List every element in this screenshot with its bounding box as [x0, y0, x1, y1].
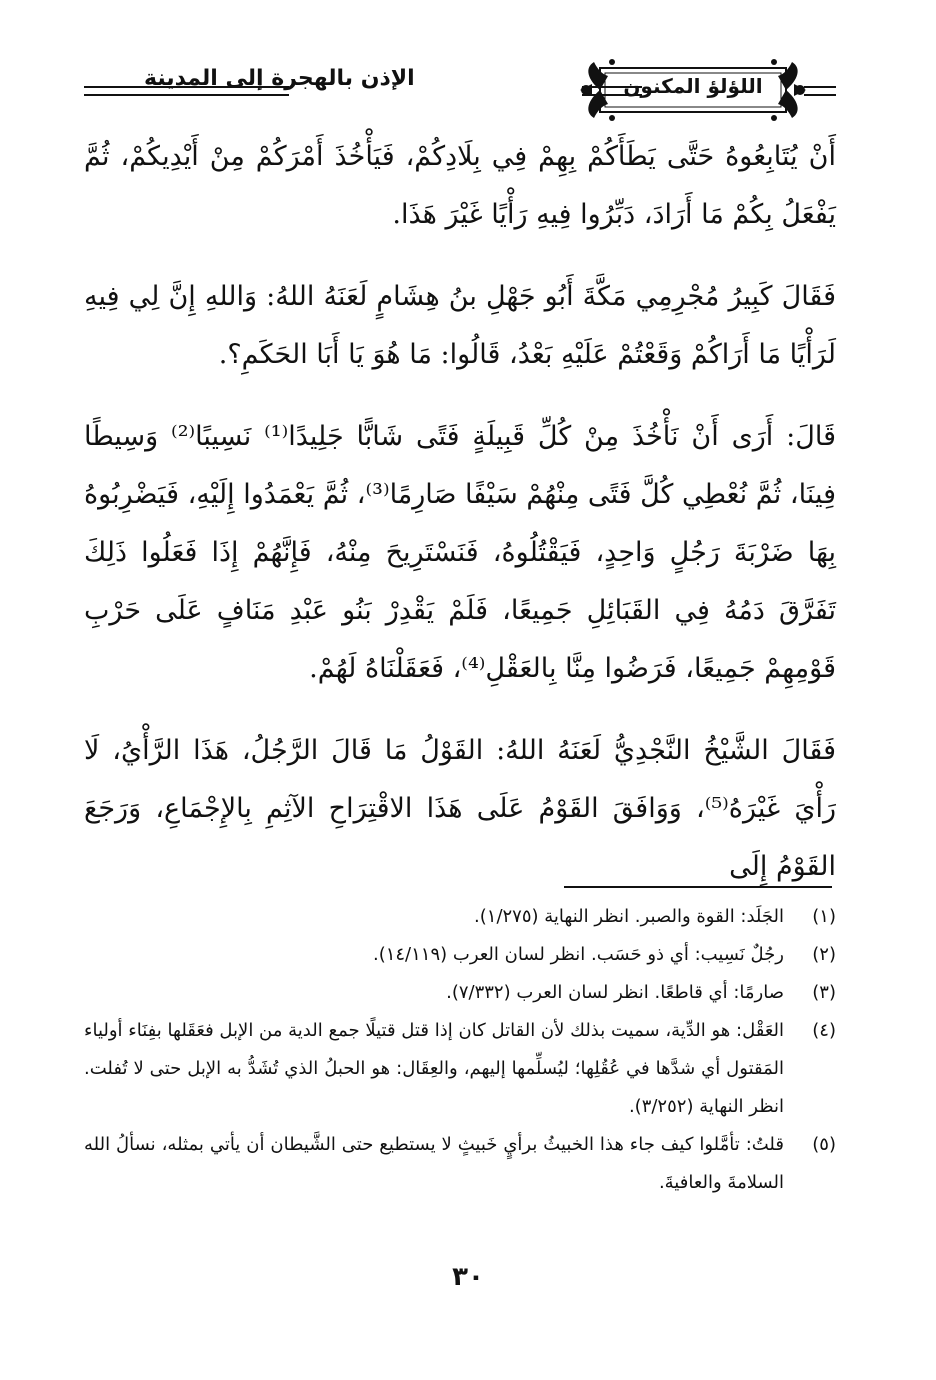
- footnote-item: [84, 936, 836, 974]
- footnote-item: [84, 898, 836, 936]
- footnote-number: (٣): [812, 982, 836, 1003]
- paragraph: قَالَ: أَرَى أَنْ نَأْخُذَ مِنْ كُلِّ قَبِيلَةٍ فَتًى شَابًّا جَلِيدًا⁽¹⁾ نَسِيبًا⁽²⁾ وَسِيطًا فِينَا، ثُمَّ نُعْطِي كُلَّ فَتًى مِنْهُمْ سَيْفًا صَارِمًا⁽³⁾، ثُمَّ يَعْمَدُوا إِلَيْهِ، فَيَضْرِبُوهُ بِهَا ضَرْبَةَ رَجُلٍ وَاحِدٍ، فَيَقْتُلُوهُ، فَنَسْتَرِيحَ مِنْهُ، فَإِنَّهُمْ إِذَا فَعَلُوا ذَلِكَ تَفَرَّقَ دَمُهُ فِي القَبَائِلِ جَمِيعًا، فَلَمْ يَقْدِرْ بَنُو عَبْدِ مَنَافٍ عَلَى حَرْبِ قَوْمِهِمْ جَمِيعًا، فَرَضُوا مِنَّا بِالعَقْلِ⁽⁴⁾، فَعَقَلْنَاهُ لَهُمْ.: [84, 421, 837, 684]
- footnote-text: قلتُ: تأمَّلوا كيف جاء هذا الخبيثُ برأيٍ خَبيثٍ لا يستطيع حتى الشَّيطان أن يأتي بمثله، نسألُ الله السلامةَ والعافيةَ.: [84, 1134, 784, 1193]
- footnote-text: الجَلَد: القوة والصبر. انظر النهاية (١/٢٧٥).: [474, 906, 784, 927]
- header-rule-right: [804, 86, 836, 96]
- footnotes: [84, 898, 836, 1202]
- paragraph: فَقَالَ كَبِيرُ مُجْرِمِي مَكَّةَ أَبُو جَهْلِ بنُ هِشَامٍ لَعَنَهُ اللهُ: وَاللهِ إِنَّ لِي فِيهِ لَرَأْيًا مَا أَرَاكُمْ وَقَعْتُمْ عَلَيْهِ بَعْدُ، قَالُوا: مَا هُوَ يَا أَبَا الحَكَمِ؟.: [84, 281, 836, 370]
- footnote-item: [84, 974, 836, 1012]
- paragraph: فَقَالَ الشَّيْخُ النَّجْدِيُّ لَعَنَهُ اللهُ: القَوْلُ مَا قَالَ الرَّجُلُ، هَذَا الرَّأْيُ، لَا رَأْيَ غَيْرَهُ⁽⁵⁾، وَوَافَقَ القَوْمُ عَلَى هَذَا الاقْتِرَاحِ الآثِمِ بِالإِجْمَاعِ، وَرَجَعَ القَوْمُ إِلَى: [84, 735, 836, 882]
- footnote-text: رجُلٌ نَسِيب: أي ذو حَسَب. انظر لسان العرب (١٤/١١٩).: [372, 944, 784, 965]
- page-header: [84, 50, 836, 126]
- book-title-ornament: [578, 54, 808, 126]
- footnote-separator: [564, 886, 832, 888]
- footnote-number: (٤): [812, 1020, 836, 1041]
- footnote-number: (١): [812, 906, 836, 927]
- footnote-text: صارمًا: أي قاطعًا. انظر لسان العرب (٧/٣٣٢).: [446, 982, 784, 1003]
- footnote-item: [84, 1012, 836, 1126]
- footnote-text: العَقْل: هو الدِّية، سميت بذلك لأن القاتل كان إذا قتل قتيلًا جمع الدية من الإبل فعَقَلها بفِنَاء أولياء المَقتول أي شدَّها في عُقُلِها؛ ليُسلِّمها إليهم، والعِقَال: هو الحبلُ الذي تُشَدُّ به الإبل حتى لا تُفلت. انظر النهاية (٣/٢٥٢).: [84, 1020, 784, 1117]
- main-text: [84, 128, 836, 920]
- footnote-number: (٥): [812, 1134, 836, 1155]
- footnote-number: (٢): [812, 944, 836, 965]
- page-number: ٣٠: [452, 1262, 484, 1292]
- book-title: اللؤلؤ المكنون: [623, 74, 763, 98]
- paragraph: أَنْ يُتَابِعُوهُ حَتَّى يَطَأَكُمْ بِهِمْ فِي بِلَادِكُمْ، فَيَأْخُذَ أَمْرَكُمْ مِنْ أَيْدِيكُمْ، ثُمَّ يَفْعَلُ بِكُمْ مَا أَرَادَ، دَبِّرُوا فِيهِ رَأْيًا غَيْرَ هَذَا.: [84, 141, 836, 230]
- running-chapter-title: الإذن بالهجرة إلى المدينة: [144, 66, 415, 91]
- footnote-item: [84, 1126, 836, 1202]
